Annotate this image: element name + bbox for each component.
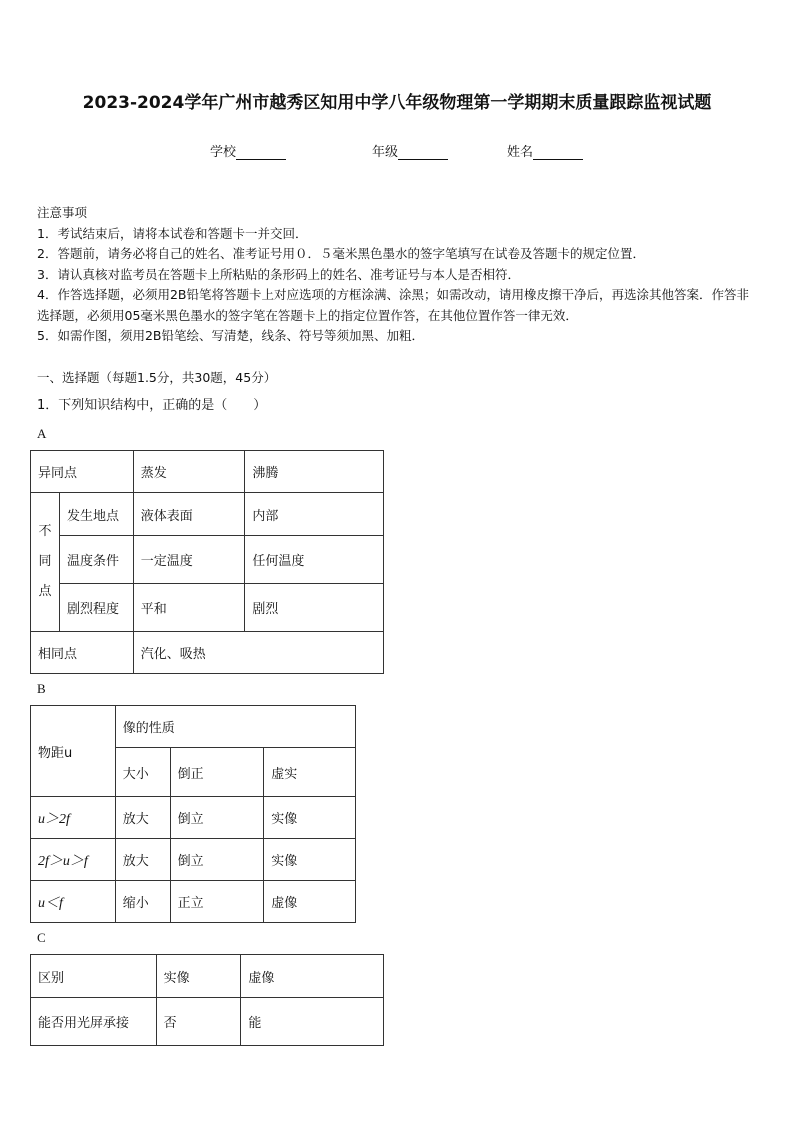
school-label: 学校 [210, 145, 237, 160]
table-cell: 倒立 [170, 839, 264, 881]
table-row [31, 955, 384, 998]
table-row [31, 839, 356, 881]
table-cell: 一定温度 [133, 536, 245, 584]
table-row [31, 493, 384, 536]
table-cell: 剧烈 [245, 584, 384, 632]
table-cell: 发生地点 [59, 493, 133, 536]
table-cell: 异同点 [31, 451, 134, 493]
notice-item-4: 4．作答选择题，必须用2B铅笔将答题卡上对应选项的方框涂满、涂黑；如需改动，请用橡皮擦干净后，再选涂其他答案．作答非选择题，必须用05毫米黑色墨水的签字笔在答题卡上的指定位置作答，在其他位置作答一律无效． [37, 287, 749, 323]
table-cell: 区别 [31, 955, 157, 998]
group-label-char: 点 [38, 584, 52, 599]
table-cell: 像的性质 [115, 706, 355, 748]
table-cell: 倒立 [170, 797, 264, 839]
table-cell: 能否用光屏承接 [31, 998, 157, 1046]
exam-title: 2023-2024学年广州市越秀区知用中学八年级物理第一学期期末质量跟踪监视试题 [82, 93, 712, 113]
name-blank [533, 147, 583, 160]
grade-field [372, 141, 448, 160]
table-row [31, 797, 356, 839]
table-cell: 放大 [115, 797, 170, 839]
table-cell: 任何温度 [245, 536, 384, 584]
notice-item-2: 2．答题前，请务必将自己的姓名、准考证号用０．５毫米黑色墨水的签字笔填写在试卷及答题卡的规定位置． [37, 246, 645, 261]
table-cell: 虚实 [264, 748, 356, 797]
section-title: 一、选择题（每题1.5分，共30题，45分） [37, 370, 277, 385]
table-row [31, 536, 384, 584]
table-cell: 实像 [264, 797, 356, 839]
table-cell: u＜f [31, 881, 116, 923]
table-cell: 剧烈程度 [59, 584, 133, 632]
option-c-table [30, 954, 384, 1046]
option-b-table [30, 705, 356, 923]
option-b-label: B [37, 681, 46, 696]
table-row [31, 881, 356, 923]
notice-block [37, 203, 759, 347]
table-cell: u＞2f [31, 797, 116, 839]
table-cell: 物距u [31, 706, 116, 797]
table-cell: 实像 [264, 839, 356, 881]
table-cell: 相同点 [31, 632, 134, 674]
school-field [210, 141, 286, 160]
table-cell: 虚像 [241, 955, 384, 998]
group-label-cell [31, 493, 60, 632]
table-cell: 放大 [115, 839, 170, 881]
notice-item-1: 1．考试结束后，请将本试卷和答题卡一并交回． [37, 225, 308, 241]
school-blank [236, 147, 286, 160]
table-cell: 2f＞u＞f [31, 839, 116, 881]
grade-blank [398, 147, 448, 160]
notice-item-3: 3．请认真核对监考员在答题卡上所粘贴的条形码上的姓名、准考证号与本人是否相符． [37, 266, 520, 282]
table-cell: 汽化、吸热 [133, 632, 383, 674]
name-label: 姓名 [507, 145, 534, 160]
table-cell: 内部 [245, 493, 384, 536]
table-cell: 蒸发 [133, 451, 245, 493]
table-cell: 大小 [115, 748, 170, 797]
question-1: 1．下列知识结构中，正确的是（ ） [37, 398, 267, 413]
table-cell: 缩小 [115, 881, 170, 923]
table-cell: 沸腾 [245, 451, 384, 493]
table-cell: 能 [241, 998, 384, 1046]
table-cell: 否 [156, 998, 241, 1046]
grade-label: 年级 [372, 145, 399, 160]
notice-item-5: 5．如需作图，须用2B铅笔绘、写清楚，线条、符号等须加黑、加粗． [37, 328, 424, 343]
table-row [31, 998, 384, 1046]
group-label-char: 不 [38, 524, 52, 539]
table-cell: 虚像 [264, 881, 356, 923]
option-a-label: A [37, 426, 47, 441]
table-cell: 平和 [133, 584, 245, 632]
table-cell: 温度条件 [59, 536, 133, 584]
notice-heading: 注意事项 [37, 205, 88, 220]
option-a-table [30, 450, 384, 674]
table-cell: 正立 [170, 881, 264, 923]
table-row [31, 632, 384, 674]
table-cell: 倒正 [170, 748, 264, 797]
table-row [31, 706, 356, 748]
table-row [31, 451, 384, 493]
table-cell: 液体表面 [133, 493, 245, 536]
name-field [507, 141, 583, 160]
table-cell: 实像 [156, 955, 241, 998]
option-c-label: C [37, 930, 46, 945]
group-label-char: 同 [38, 554, 52, 569]
table-row [31, 584, 384, 632]
